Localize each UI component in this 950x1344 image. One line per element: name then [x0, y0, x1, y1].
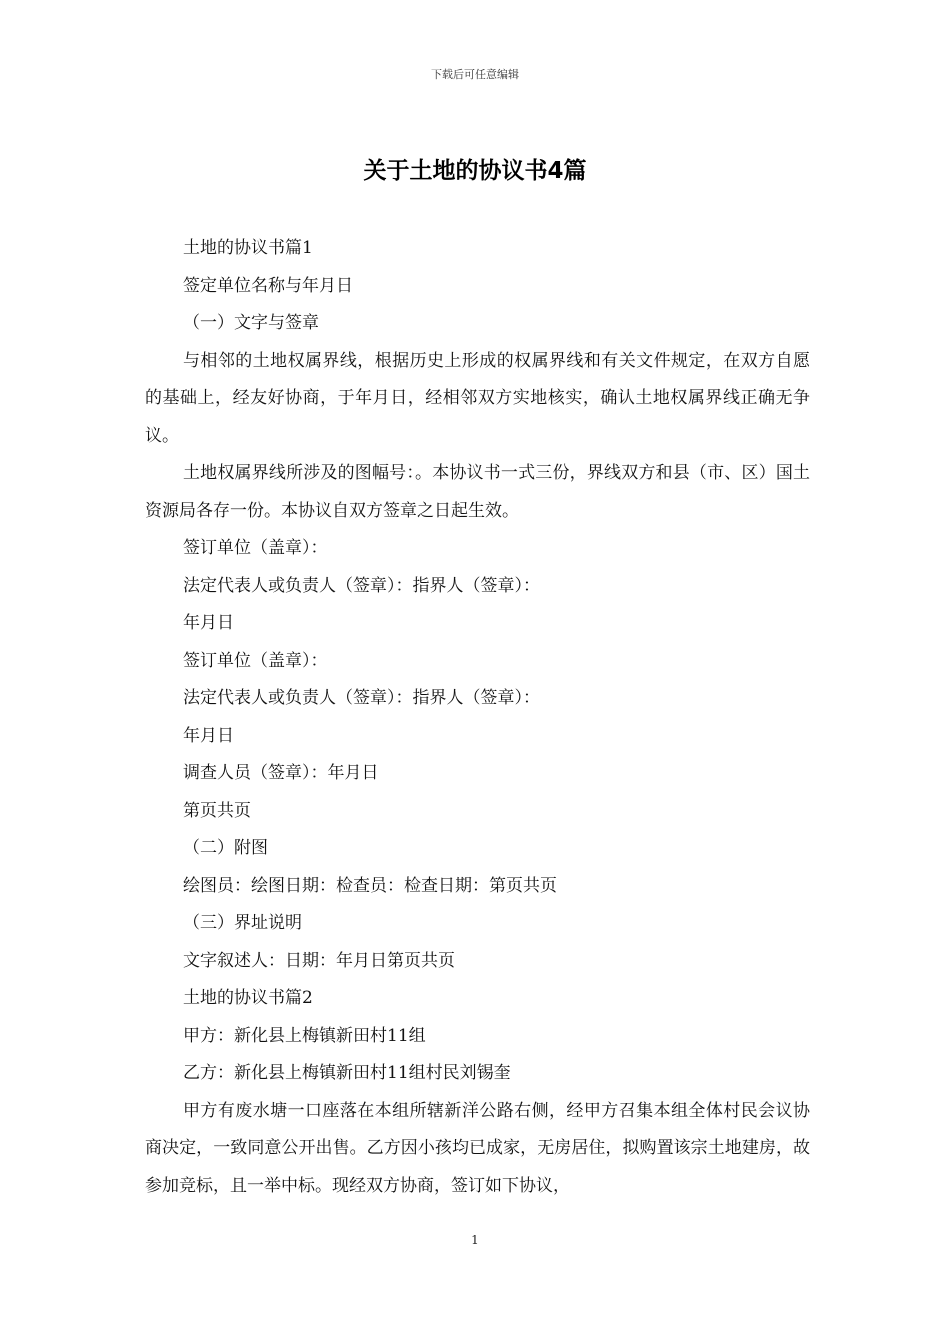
signature-line: 法定代表人或负责人（签章）：指界人（签章）：: [183, 575, 540, 596]
date-line: 年月日: [183, 613, 234, 633]
signature-line: 法定代表人或负责人（签章）：指界人（签章）：: [183, 688, 540, 708]
subsection-heading: （二）附图: [183, 838, 268, 858]
paragraph: 土地权属界线所涉及的图幅号：。本协议书一式三份，界线双方和县（市、区）国土资源局各存一份。本协议自双方签章之日起生效。: [145, 463, 810, 521]
signature-line: 调查人员（签章）：年月日: [183, 763, 379, 783]
subsection-heading: （三）界址说明: [183, 913, 302, 933]
page-header-note: 下载后可任意编辑: [431, 68, 519, 81]
paragraph: 签定单位名称与年月日: [183, 275, 353, 296]
paragraph: 甲方有废水塘一口座落在本组所辖新洋公路右侧，经甲方召集本组全体村民会议协商决定，一致同意公开出售。乙方因小孩均已成家，无房居住，拟购置该宗土地建房，故参加竞标，且一举中标。现经双方协商，签订如下协议，: [145, 1100, 810, 1196]
signature-line: 签订单位（盖章）：: [183, 650, 328, 671]
page-number: 1: [471, 1233, 479, 1247]
document-title: 关于土地的协议书4篇: [363, 158, 587, 184]
party-a-line: 甲方：新化县上梅镇新田村11组: [183, 1025, 426, 1046]
page-count-line: 第页共页: [183, 800, 251, 821]
paragraph: 文字叙述人：日期：年月日第页共页: [183, 950, 455, 971]
signature-line: 签订单位（盖章）：: [183, 538, 328, 558]
paragraph: 与相邻的土地权属界线，根据历史上形成的权属界线和有关文件规定，在双方自愿的基础上，经友好协商，于年月日，经相邻双方实地核实，确认土地权属界线正确无争议。: [145, 350, 810, 446]
paragraph: 绘图员：绘图日期：检查员：检查日期：第页共页: [183, 875, 557, 896]
date-line: 年月日: [183, 725, 234, 746]
subsection-heading: （一）文字与签章: [183, 313, 319, 333]
section-heading-1: 土地的协议书篇1: [183, 238, 313, 258]
party-b-line: 乙方：新化县上梅镇新田村11组村民刘锡奎: [183, 1063, 511, 1083]
section-heading-2: 土地的协议书篇2: [183, 988, 313, 1008]
document-body: [145, 230, 810, 1205]
